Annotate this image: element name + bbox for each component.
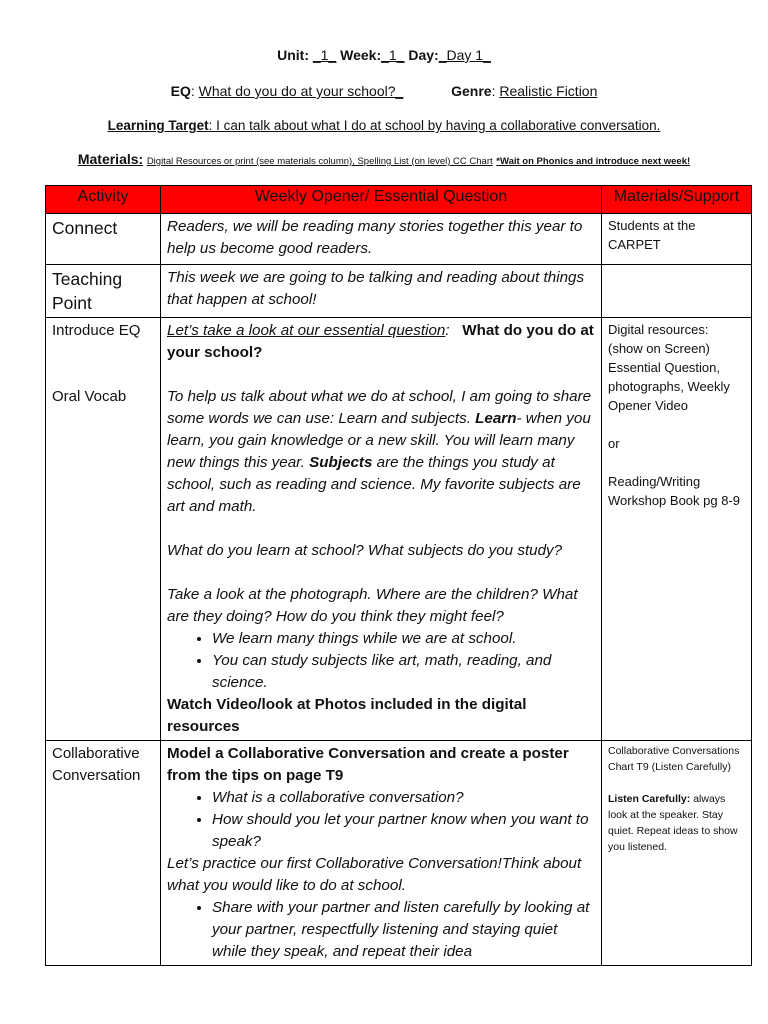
collaborative-conversation-content xyxy=(161,741,602,966)
genre-value: Realistic Fiction xyxy=(499,83,598,99)
list-item: • How should you let your partner know when you want to speak? xyxy=(212,809,595,853)
eq-value: What do you do at your school?_ xyxy=(198,83,404,99)
unit-label: Unit: xyxy=(277,47,309,63)
header-activity: Activity xyxy=(46,186,161,214)
materials-digital-resources: Digital resources: (show on Screen) Essential Question, photographs, Weekly Opener Video xyxy=(608,322,730,413)
activity-connect: Connect xyxy=(46,214,161,265)
unit-week-day-line xyxy=(0,47,768,63)
genre-label: Genre xyxy=(451,83,492,99)
activity-collaborative-conversation: Collaborative Conversation xyxy=(46,741,161,966)
learning-target-value: : I can talk about what I do at school by having a collaborative conversation. xyxy=(208,118,661,133)
introduce-bullet-list xyxy=(167,628,595,694)
learning-target-label: Learning Target xyxy=(107,118,209,133)
materials-note: *Wait on Phonics and introduce next week! xyxy=(496,156,691,167)
table-row-collaborative-conversation xyxy=(46,741,752,966)
table-row-introduce-eq xyxy=(46,318,752,741)
eq-prompt: Let’s take a look at our essential question xyxy=(167,322,446,339)
list-item: • Share with your partner and listen carefully by looking at your partner, respectfully listening and staying quiet while they speak, and repeat their idea xyxy=(212,897,595,963)
model-collaborative-conversation: Model a Collaborative Conversation and create a poster from the tips on page T9 xyxy=(167,745,569,784)
materials-label: Materials: xyxy=(77,151,144,167)
list-item: • What is a collaborative conversation? xyxy=(212,787,595,809)
connect-text: Readers, we will be reading many stories together this year to help us become good readers. xyxy=(161,214,602,265)
vocab-paragraph: To help us talk about what we do at school, I am going to share some words we can use: Learn and subjects. Learn- when you learn, you gain knowledge or a new skill. You will learn many new things this year. Subjects are the things you study at school, such as reading and science. My favorite subjects are art and math. xyxy=(167,388,592,515)
lesson-table xyxy=(45,185,752,966)
table-row-teaching-point xyxy=(46,265,752,318)
table-header-row xyxy=(46,186,752,214)
table-row-connect xyxy=(46,214,752,265)
teaching-point-text: This week we are going to be talking and reading about things that happen at school! xyxy=(161,265,602,318)
materials-or: or xyxy=(608,436,620,451)
week-label: Week: xyxy=(340,47,382,63)
week-value: _1_ xyxy=(381,47,405,63)
day-label: Day: xyxy=(408,47,439,63)
listen-carefully-label: Listen Carefully: xyxy=(608,793,691,805)
practice-prompt: Let’s practice our first Collaborative Conversation!Think about what you would like to do at school. xyxy=(167,855,582,894)
introduce-eq-content: Let’s take a look at our essential question: What do you do at your school? To help us talk about what we do at school, I am going to share some words we can use: Learn and subjects. Learn- when you learn, you gain knowledge or a new skill. You will learn many new things this year. Subjects are the things you study at school, such as reading and science. My favorite subjects are art and math. What do you learn at school? What subjects do you study? Take a look at the photograph. Where are the children? What are they doing? How do you think they might feel? • We learn many things while we are at school. • You can study subjects like art, math, reading, and science. Watch Video/look at Photos included in the digital resources xyxy=(161,318,602,741)
materials-line xyxy=(0,151,768,167)
learning-target-line xyxy=(0,118,768,133)
eq-label: EQ xyxy=(170,83,191,99)
materials-workshop-book: Reading/Writing Workshop Book pg 8-9 xyxy=(608,474,740,508)
vocab-word-learn: Learn xyxy=(475,410,517,427)
eq-genre-line: EQ: What do you do at your school?_ Genre: Realistic Fiction xyxy=(170,83,598,99)
activity-introduce-eq xyxy=(46,318,161,741)
activity-teaching-point: Teaching Point xyxy=(46,265,161,318)
connect-materials: Students at the CARPET xyxy=(602,214,752,265)
materials-value: Digital Resources or print (see materials column), Spelling List (on level) CC Chart xyxy=(146,156,493,167)
activity-introduce-eq-label: Introduce EQ xyxy=(52,322,141,339)
list-item: • You can study subjects like art, math, reading, and science. xyxy=(212,650,595,694)
vocab-word-subjects: Subjects xyxy=(309,454,373,471)
question-learn-subjects: What do you learn at school? What subjects do you study? xyxy=(167,542,563,559)
listen-carefully-tip: Listen Carefully: always look at the speaker. Stay quiet. Repeat ideas to show you listened. xyxy=(608,793,738,853)
eq-question: What do you do at your school? xyxy=(167,322,594,361)
introduce-eq-materials xyxy=(602,318,752,741)
watch-video-instruction: Watch Video/look at Photos included in the digital resources xyxy=(167,696,527,735)
header-weekly-opener: Weekly Opener/ Essential Question xyxy=(161,186,602,214)
photo-prompt: Take a look at the photograph. Where are the children? What are they doing? How do you think they might feel? xyxy=(167,586,578,625)
list-item: • We learn many things while we are at school. xyxy=(212,628,595,650)
collab-bullet-list-2 xyxy=(167,897,595,963)
teaching-point-materials xyxy=(602,265,752,318)
collab-bullet-list xyxy=(167,787,595,853)
header-materials: Materials/Support xyxy=(602,186,752,214)
unit-value: _1_ xyxy=(312,47,337,63)
materials-cc-chart: Collaborative Conversations Chart T9 (Listen Carefully) xyxy=(608,745,740,773)
day-value: _Day 1_ xyxy=(438,47,491,63)
activity-oral-vocab-label: Oral Vocab xyxy=(52,388,127,405)
collaborative-conversation-materials xyxy=(602,741,752,966)
